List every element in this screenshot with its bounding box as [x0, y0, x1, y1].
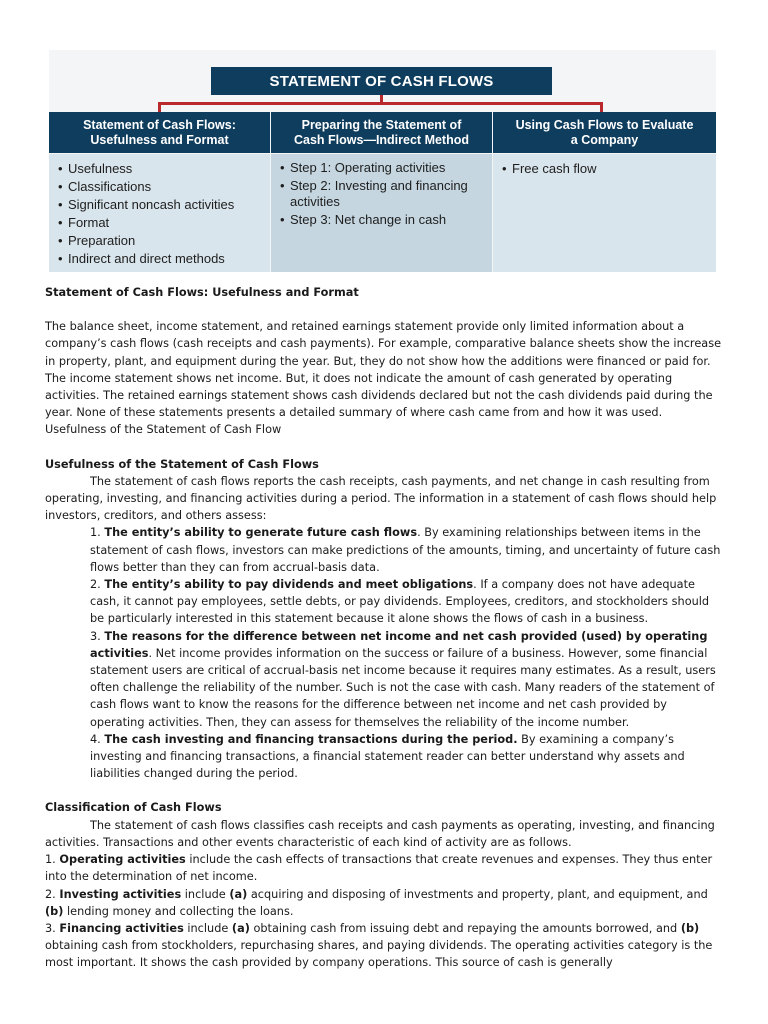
connector-right-drop: [600, 102, 603, 112]
connector-left-drop: [158, 102, 161, 112]
bullet-item: • Step 3: Net change in cash: [280, 212, 484, 228]
numbered-item: 1. Operating activities include the cash effects of transactions that create revenues and expenses. They thus enter into the determination of net income.: [45, 853, 713, 884]
section-heading: Statement of Cash Flows: Usefulness and Format: [45, 286, 359, 299]
column-bullet-list: [502, 160, 708, 178]
connector-horizontal: [158, 102, 603, 105]
column-bullet-list: [280, 160, 484, 227]
cash-flows-chapter-diagram: [49, 50, 716, 272]
bullet-item: • Significant noncash activities: [58, 196, 262, 214]
column-header-line: a Company: [570, 132, 639, 147]
column-header-usefulness-format: [49, 112, 270, 153]
numbered-item: 2. Investing activities include (a) acquiring and disposing of investments and property, plant, and equipment, and (b) lending money and collecting the loans.: [45, 887, 708, 918]
column-body-evaluate-company: [493, 154, 716, 272]
section-heading: Classification of Cash Flows: [45, 801, 222, 815]
column-body-usefulness-format: [49, 154, 270, 272]
numbered-item: 2. The entity’s ability to pay dividends and meet obligations. If a company does not have adequate cash, it cannot pay employees, settle debts, or pay dividends. Employees, creditors, and stockholders should be particularly interested in this statement because it alone shows the flows of cash in a business.: [90, 578, 710, 626]
document-body: [45, 284, 725, 972]
bullet-item: • Format: [58, 214, 262, 232]
bullet-item: • Step 1: Operating activities: [280, 160, 484, 176]
column-bullet-list: [58, 160, 262, 268]
bullet-item: • Usefulness: [58, 160, 262, 178]
paragraph: The balance sheet, income statement, and retained earnings statement provide only limited information about a company’s cash flows (cash receipts and cash payments). For example, comparative balance sheets show the increase in property, plant, and equipment during the year. But, they do not show how the additions were financed or paid for. The income statement shows net income. But, it does not indicate the amount of cash generated by operating activities. The retained earnings statement shows cash dividends declared but not the cash dividends paid during the year. None of these statements presents a detailed summary of where cash came from and how it was used. Usefulness of the Statement of Cash Flow: [45, 320, 722, 437]
column-header-line: Using Cash Flows to Evaluate: [515, 117, 694, 132]
column-header-line: Usefulness and Format: [90, 132, 229, 147]
bullet-item: • Classifications: [58, 178, 262, 196]
numbered-item: 3. Financing activities include (a) obtaining cash from issuing debt and repaying the amounts borrowed, and (b) obtaining cash from stockholders, repurchasing shares, and paying dividends. The operating activities category is the most important. It shows the cash provided by company operations. This source of cash is generally: [45, 921, 713, 970]
column-body-indirect-method: [271, 154, 492, 272]
diagram-title: STATEMENT OF CASH FLOWS: [211, 67, 552, 95]
column-header-line: Statement of Cash Flows:: [83, 117, 236, 132]
column-header-indirect-method: [271, 112, 492, 153]
bullet-item: • Free cash flow: [502, 160, 708, 178]
column-header-line: Preparing the Statement of: [301, 117, 462, 132]
bullet-item: • Preparation: [58, 232, 262, 250]
section-heading: Usefulness of the Statement of Cash Flows: [45, 457, 319, 471]
numbered-item: 3. The reasons for the difference between net income and net cash provided (used) by operating activities. Net income provides information on the success or failure of a business. However, some financial statement users are critical of accrual-basis net income because it requires many estimates. As a result, users often challenge the reliability of the number. Such is not the case with cash. Many readers of the statement of cash flows want to know the reasons for the difference between net income and net cash provided by operating activities. Then, they can assess for themselves the reliability of the income number.: [90, 629, 716, 729]
bullet-item: • Step 2: Investing and financing activities: [280, 178, 484, 209]
numbered-item: 4. The cash investing and financing transactions during the period. By examining a company’s investing and financing transactions, a financial statement reader can better understand why assets and liabilities changed during the period.: [90, 732, 685, 781]
paragraph: The statement of cash flows reports the cash receipts, cash payments, and net change in cash resulting from operating, investing, and financing activities during a period. The information in a statement of cash flows should help investors, creditors, and others assess:: [45, 474, 717, 523]
numbered-item: 1. The entity’s ability to generate future cash flows. By examining relationships between items in the statement of cash flows, investors can make predictions of the amounts, timing, and uncertainty of future cash flows better than they can from accrual-basis data.: [90, 526, 721, 574]
column-header-line: Cash Flows—Indirect Method: [293, 132, 469, 147]
paragraph: The statement of cash flows classifies cash receipts and cash payments as operating, investing, and financing activities. Transactions and other events characteristic of each kind of activity are as follows.: [45, 818, 715, 849]
column-header-evaluate-company: [493, 112, 716, 153]
bullet-item: • Indirect and direct methods: [58, 250, 262, 268]
